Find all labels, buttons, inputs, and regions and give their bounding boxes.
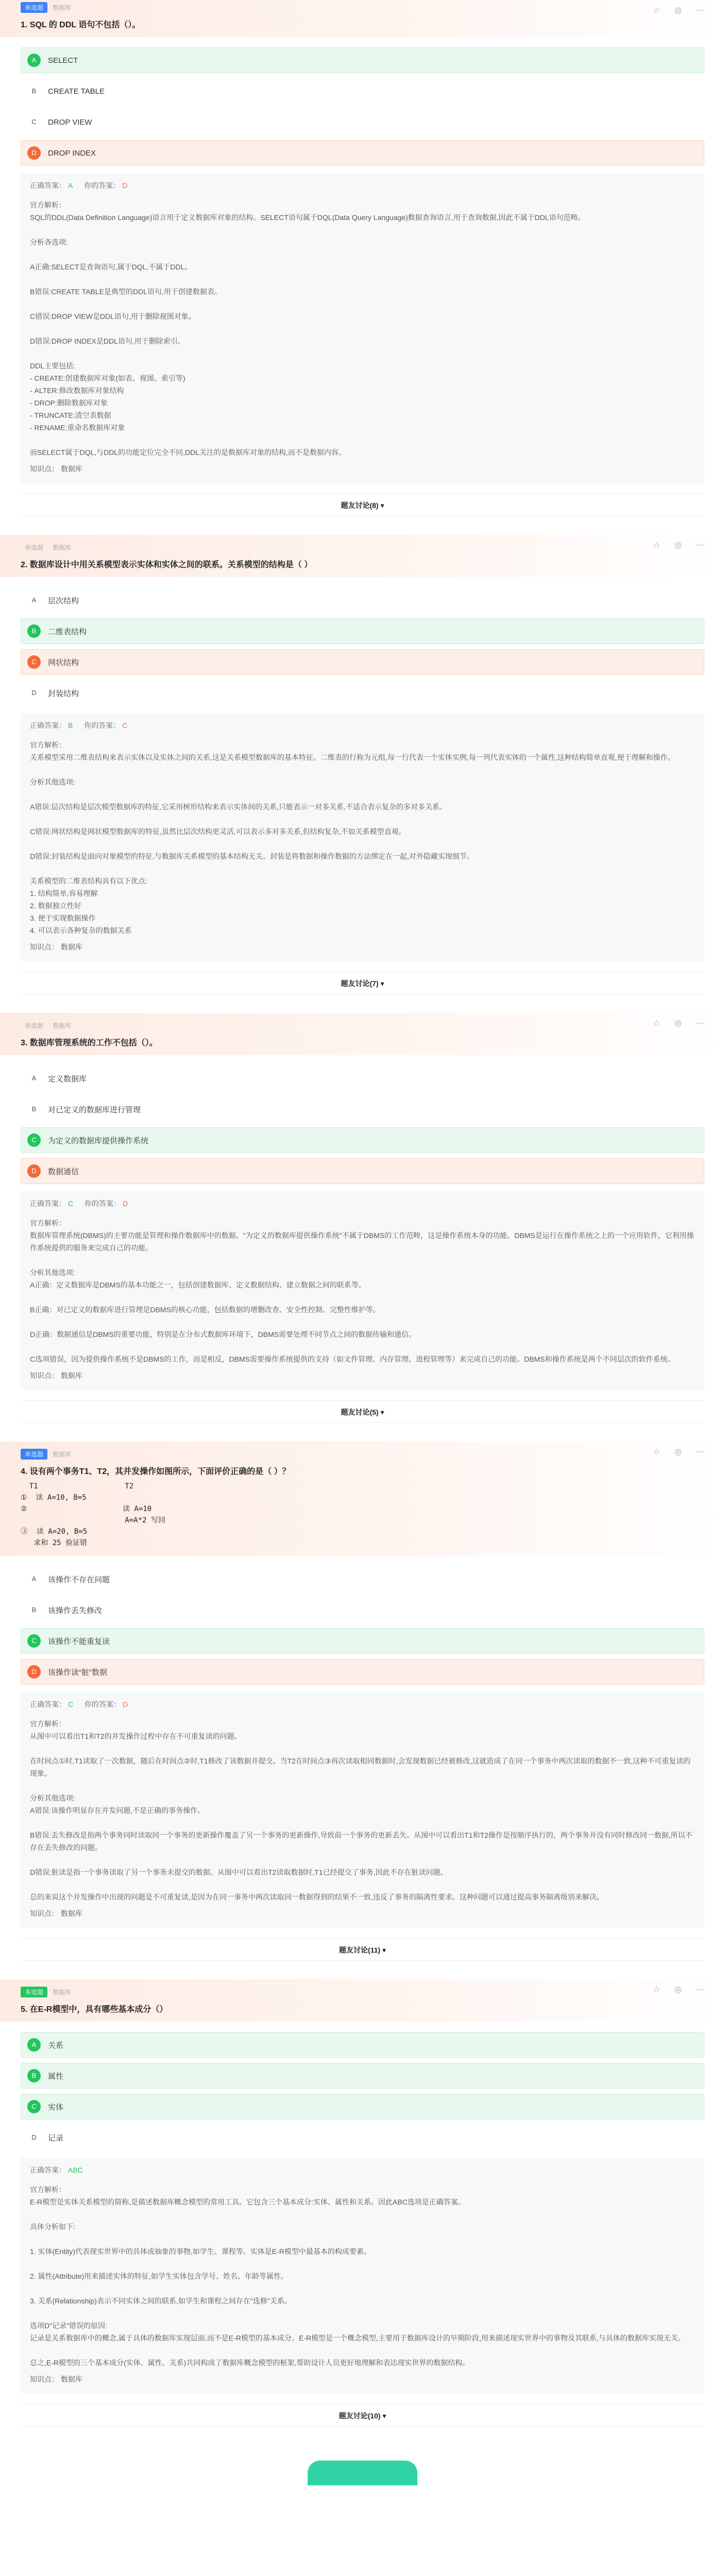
option-letter: C xyxy=(27,1634,41,1648)
feedback-icon[interactable]: ◎ xyxy=(675,1448,682,1456)
question-category: 数据库 xyxy=(53,1989,72,1996)
correct-answer: C xyxy=(68,1700,74,1708)
option-item[interactable] xyxy=(21,2094,704,2120)
question-header xyxy=(0,1979,725,2022)
option-letter: C xyxy=(27,2100,41,2113)
bottom-bar xyxy=(0,2445,725,2486)
option-item[interactable] xyxy=(21,649,704,675)
option-item[interactable] xyxy=(21,1628,704,1654)
option-letter: A xyxy=(31,1074,37,1082)
more-icon[interactable]: ⋯ xyxy=(696,6,704,15)
option-item[interactable] xyxy=(21,1096,704,1122)
option-item[interactable] xyxy=(21,1065,704,1091)
knowledge-point: 知识点： 数据库 xyxy=(30,2375,82,2383)
question-actions xyxy=(652,6,704,15)
answer-line xyxy=(30,2165,695,2175)
question-card xyxy=(0,1979,725,2445)
option-letter: B xyxy=(31,1105,37,1113)
question-card xyxy=(0,1442,725,1979)
option-list xyxy=(0,37,725,166)
your-answer: D xyxy=(122,181,128,190)
correct-answer-label: 正确答案： xyxy=(30,1199,66,1208)
option-item[interactable] xyxy=(21,618,704,644)
option-text: 记录 xyxy=(48,2133,64,2143)
option-text: 定义数据库 xyxy=(48,1074,87,1083)
option-letter: B xyxy=(31,87,37,95)
your-answer-label: 你的答案： xyxy=(84,721,121,730)
chevron-down-icon: ▾ xyxy=(380,1408,384,1416)
your-answer-label: 你的答案： xyxy=(85,1199,121,1208)
question-type-badge: 多选题 xyxy=(21,1987,47,1997)
discussion-toggle[interactable] xyxy=(21,1400,704,1423)
option-text: CREATE TABLE xyxy=(48,87,105,96)
analysis-panel xyxy=(21,713,704,961)
option-text: 该操作读“脏”数据 xyxy=(48,1668,107,1677)
your-answer: D xyxy=(123,1199,128,1208)
question-title: 4. 设有两个事务T1、T2，其并发操作如图所示，下面评价正确的是（ ）？ xyxy=(21,1467,291,1476)
knowledge-point: 知识点： 数据库 xyxy=(30,465,82,473)
chevron-down-icon: ▾ xyxy=(382,1946,386,1954)
answer-line xyxy=(30,720,695,731)
question-header xyxy=(0,1442,725,1556)
chevron-down-icon: ▾ xyxy=(380,979,384,988)
option-letter: B xyxy=(27,624,41,638)
knowledge-point: 知识点： 数据库 xyxy=(30,943,82,951)
question-type-badge: 单选题 xyxy=(21,2,47,13)
explanation-text: 官方解析： 从图中可以看出T1和T2的并发操作过程中存在不可重复读的问题。 在时间点①时,T1读取了一次数据，随后在时间点②时,T1修改了该数据并提交。当T2在时间点③再次读取相同数据时,会发现数据已经被修改,这就造成了在同一个事务中两次读取的数据不一致,这种不可重复读的现象。 分析其他选项: A错误:该操作明显存在并发问题,不是正确的事务操作。 B错误:丢失修改是指两个事务同时读取同一个事务的更新操作覆盖了另一个事务的更新操作,导致前一个事务的更新丢失。从图中可以看出T1和T2操作是按顺序执行的，两个事务并没有同时修改同一数据,所以不存在丢失修改的问题。 D错误:脏读是指一个事务读取了另一个事务未提交的数据。从图中可以看出T2读取数据时,T1已经提交了事务,因此不存在脏读问题。 总的来说这个并发操作中出现的问题是不可重复读,是因为在同一事务中两次读取同一数据得到的结果不一致,违反了事务的隔离性要求。这种问题可以通过提高事务隔离级别来解决。 xyxy=(30,1720,693,1901)
feedback-icon[interactable]: ◎ xyxy=(675,1019,682,1028)
star-icon[interactable]: ☆ xyxy=(652,1019,661,1028)
discussion-label: 题友讨论(7) xyxy=(341,979,379,988)
correct-answer: ABC xyxy=(68,2166,83,2174)
star-icon[interactable]: ☆ xyxy=(652,1986,661,1994)
option-item[interactable] xyxy=(21,1158,704,1184)
option-letter: D xyxy=(27,1164,41,1178)
question-title: 1. SQL 的 DDL 语句不包括（）。 xyxy=(21,21,141,29)
feedback-icon[interactable]: ◎ xyxy=(675,1986,682,1994)
option-text: 为定义的数据库提供操作系统 xyxy=(48,1136,149,1145)
option-list xyxy=(0,2022,725,2150)
star-icon[interactable]: ☆ xyxy=(652,541,661,550)
question-card xyxy=(0,535,725,1013)
option-text: 网状结构 xyxy=(48,658,79,667)
answer-line xyxy=(30,1198,695,1209)
answer-line xyxy=(30,1699,695,1709)
card-gap xyxy=(0,2427,725,2445)
option-letter: D xyxy=(31,2133,37,2141)
card-gap xyxy=(0,994,725,1013)
option-item[interactable] xyxy=(21,109,704,135)
option-letter: D xyxy=(31,689,37,697)
option-letter: A xyxy=(31,596,37,604)
option-item[interactable] xyxy=(21,47,704,73)
option-item[interactable] xyxy=(21,1127,704,1153)
card-gap xyxy=(0,1423,725,1442)
knowledge-point: 知识点： 数据库 xyxy=(30,1371,82,1380)
submit-button[interactable] xyxy=(308,2461,417,2485)
explanation-text: 官方解析： E-R模型是实体关系模型的简称,是描述数据库概念模型的常用工具。它包含三个基本成分:实体、属性和关系。因此ABC选项是正确答案。 具体分析如下: 1. 实体(Entity)代表现实世界中的具体或抽象的事物,如学生、课程等。实体是E-R模型中最基本的构成要素。 2. 属性(Attribute)用来描述实体的特征,如学生实体包含学号、姓名、年龄等属性。 3. 关系(Relationship)表示不同实体之间的联系,如学生和课程之间存在"选修"关系。 选项D"记录"错误的原因: 记录是关系数据库中的概念,属于具体的数据库实现层面,而不是E-R模型的基本成分。E-R模型是一个概念模型,主要用于数据库设计的早期阶段,用来描述现实世界中的事物及其联系,与具体的数据库实现无关。 总之,E-R模型的三个基本成分(实体、属性、关系)共同构成了数据库概念模型的框架,帮助设计人员更好地理解和表达现实世界的数据结构。 xyxy=(30,2185,685,2367)
discussion-toggle[interactable] xyxy=(21,2404,704,2427)
option-text: 该操作不存在问题 xyxy=(48,1575,110,1584)
option-letter: C xyxy=(27,1133,41,1147)
more-icon[interactable]: ⋯ xyxy=(696,1448,704,1456)
question-type-badge: 单选题 xyxy=(21,1449,47,1460)
option-text: SELECT xyxy=(48,56,78,65)
option-text: 数据通信 xyxy=(48,1167,79,1176)
option-text: 对已定义的数据库进行管理 xyxy=(48,1105,141,1114)
option-text: 封装结构 xyxy=(48,689,79,698)
option-text: 属性 xyxy=(48,2072,64,2081)
question-title: 3. 数据库管理系统的工作不包括（）。 xyxy=(21,1039,158,1047)
analysis-panel xyxy=(21,1692,704,1928)
more-icon[interactable]: ⋯ xyxy=(696,541,704,550)
option-item[interactable] xyxy=(21,2032,704,2058)
option-item[interactable] xyxy=(21,1597,704,1623)
option-item[interactable] xyxy=(21,2063,704,2089)
correct-answer: B xyxy=(68,721,73,730)
option-letter: C xyxy=(31,118,37,126)
question-actions xyxy=(652,1448,704,1457)
chevron-down-icon: ▾ xyxy=(382,2412,386,2420)
question-title: 5. 在E-R模型中，具有哪些基本成分（） xyxy=(21,2005,168,2014)
your-answer-label: 你的答案： xyxy=(85,1700,121,1708)
option-letter: B xyxy=(27,2069,41,2082)
analysis-panel xyxy=(21,173,704,483)
option-item[interactable] xyxy=(21,1659,704,1685)
correct-answer-label: 正确答案： xyxy=(30,181,66,190)
option-letter: D xyxy=(27,146,41,160)
option-list xyxy=(0,1055,725,1184)
correct-answer: A xyxy=(68,181,73,190)
card-gap xyxy=(0,1961,725,1979)
feedback-icon[interactable]: ◎ xyxy=(675,541,682,550)
option-letter: A xyxy=(31,1575,37,1583)
question-header xyxy=(0,1013,725,1055)
more-icon[interactable]: ⋯ xyxy=(696,1019,704,1028)
option-text: 层次结构 xyxy=(48,596,79,605)
correct-answer: C xyxy=(68,1199,74,1208)
question-card xyxy=(0,1013,725,1442)
option-item[interactable] xyxy=(21,680,704,706)
question-header xyxy=(0,535,725,577)
question-card xyxy=(0,0,725,535)
your-answer-label: 你的答案： xyxy=(84,181,121,190)
option-letter: B xyxy=(31,1606,37,1614)
question-header xyxy=(0,0,725,37)
option-text: 二维表结构 xyxy=(48,627,87,636)
option-letter: A xyxy=(27,2038,41,2052)
discussion-label: 题友讨论(11) xyxy=(339,1946,381,1954)
discussion-toggle[interactable] xyxy=(21,1938,704,1961)
question-actions xyxy=(652,541,704,550)
your-answer: D xyxy=(123,1700,128,1708)
option-text: 实体 xyxy=(48,2103,64,2112)
option-item[interactable] xyxy=(21,1566,704,1592)
question-type-badge: 单选题 xyxy=(25,544,44,551)
option-letter: C xyxy=(27,655,41,669)
option-text: 关系 xyxy=(48,2041,64,2050)
knowledge-point: 知识点： 数据库 xyxy=(30,1909,82,1918)
question-actions xyxy=(652,1019,704,1028)
discussion-label: 题友讨论(8) xyxy=(341,501,379,510)
correct-answer-label: 正确答案： xyxy=(30,1700,66,1708)
chevron-down-icon: ▾ xyxy=(380,501,384,510)
question-category: 数据库 xyxy=(53,1451,72,1458)
option-letter: A xyxy=(27,54,41,67)
explanation-text: 官方解析： SQL的DDL(Data Definition Language)语言用于定义数据库对象的结构。SELECT语句属于DQL(Data Query Language)数据查询语言,用于查询数据,因此不属于DDL语句范畴。 分析各选项: A正确:SELECT是查询语句,属于DQL,不属于DDL。 B错误:CREATE TABLE是典型的DDL语句,用于创建数据表。 C错误:DROP VIEW是DDL语句,用于删除视图对象。 D错误:DROP INDEX是DDL语句,用于删除索引。 DDL主要包括: - CREATE:创建数据库对象(如表、视图、索引等) - ALTER:修改数据库对象结构 - DROP:删除数据库对象 - TRUNCATE:清空表数据 - RENAME:重命名数据库对象 而SELECT属于DQL,与DDL的功能定位完全不同,DDL关注的是数据库对象的结构,而不是数据内容。 xyxy=(30,201,585,456)
discussion-label: 题友讨论(5) xyxy=(341,1408,379,1416)
question-category: 数据库 xyxy=(53,544,72,551)
question-actions xyxy=(652,1986,704,1995)
analysis-panel xyxy=(21,1191,704,1390)
question-category: 数据库 xyxy=(53,4,72,11)
explanation-text: 官方解析： 关系模型采用二维表结构来表示实体以及实体之间的关系,这是关系模型数据库的基本特征。二维表的行称为元组,每一行代表一个实体实例,每一列代表实体的一个属性,这种结构简单直观,便于理解和操作。 分析其他选项: A错误:层次结构是层次模型数据库的特征,它采用树形结构来表示实体间的关系,只能表示一对多关系,不适合表示复杂的多对多关系。 C错误:网状结构是网状模型数据库的特征,虽然比层次结构更灵活,可以表示多对多关系,但结构复杂,不如关系模型直观。 D错误:封装结构是面向对象模型的特征,与数据库关系模型的基本结构无关。封装是将数据和操作数据的方法绑定在一起,对外隐藏实现细节。 关系模型的二维表结构具有以下优点: 1. 结构简单,容易理解 2. 数据独立性好 3. 便于实现数据操作 4. 可以表示各种复杂的数据关系 xyxy=(30,741,675,935)
discussion-toggle[interactable] xyxy=(21,494,704,516)
option-list xyxy=(0,1556,725,1685)
explanation-text: 官方解析： 数据库管理系统(DBMS)的主要功能是管理和操作数据库中的数据。"为定义的数据库提供操作系统"不属于DBMS的工作范畴，这是操作系统本身的功能。DBMS是运行在操作系统之上的一个应用软件，它利用操作系统提供的服务来完成自己的功能。 分析其他选项: A正确：定义数据库是DBMS的基本功能之一，包括创建数据库、定义数据结构、建立数据之间的联系等。 B正确：对已定义的数据库进行管理是DBMS的核心功能，包括数据的增删改查、安全性控制、完整性维护等。 D正确：数据通信是DBMS的重要功能，特别是在分布式数据库环境下，DBMS需要处理不同节点之间的数据传输和通信。 C选项错误，因为提供操作系统不是DBMS的工作，而是相反，DBMS需要操作系统提供的支持（如文件管理、内存管理、进程管理等）来完成自己的功能。DBMS和操作系统是两个不同层次的软件系统。 xyxy=(30,1219,694,1363)
option-item[interactable] xyxy=(21,140,704,166)
question-type-badge: 单选题 xyxy=(25,1022,44,1029)
feedback-icon[interactable]: ◎ xyxy=(675,6,682,15)
option-text: DROP INDEX xyxy=(48,148,96,158)
star-icon[interactable]: ☆ xyxy=(652,1448,661,1456)
answer-line xyxy=(30,180,695,191)
option-text: 该操作丢失修改 xyxy=(48,1606,103,1615)
correct-answer-label: 正确答案： xyxy=(30,721,66,730)
option-item[interactable] xyxy=(21,78,704,104)
more-icon[interactable]: ⋯ xyxy=(696,1986,704,1994)
card-gap xyxy=(0,516,725,535)
option-text: 该操作不能重复读 xyxy=(48,1637,110,1646)
option-letter: D xyxy=(27,1665,41,1679)
option-item[interactable] xyxy=(21,2125,704,2150)
discussion-label: 题友讨论(10) xyxy=(339,2412,381,2420)
question-category: 数据库 xyxy=(53,1022,72,1029)
analysis-panel xyxy=(21,2158,704,2394)
option-list xyxy=(0,577,725,706)
question-figure: T1 T2 ① 读 A=10, B=5 ② 读 A=10 A=A*2 写回 ③ 读 A=20, B=5 求和 25 验证错 xyxy=(21,1482,165,1547)
your-answer: C xyxy=(122,721,128,730)
discussion-toggle[interactable] xyxy=(21,972,704,994)
option-text: DROP VIEW xyxy=(48,117,92,127)
correct-answer-label: 正确答案： xyxy=(30,2166,66,2174)
star-icon[interactable]: ☆ xyxy=(652,6,661,15)
option-item[interactable] xyxy=(21,587,704,613)
question-title: 2. 数据库设计中用关系模型表示实体和实体之间的联系。关系模型的结构是（ ） xyxy=(21,561,313,569)
